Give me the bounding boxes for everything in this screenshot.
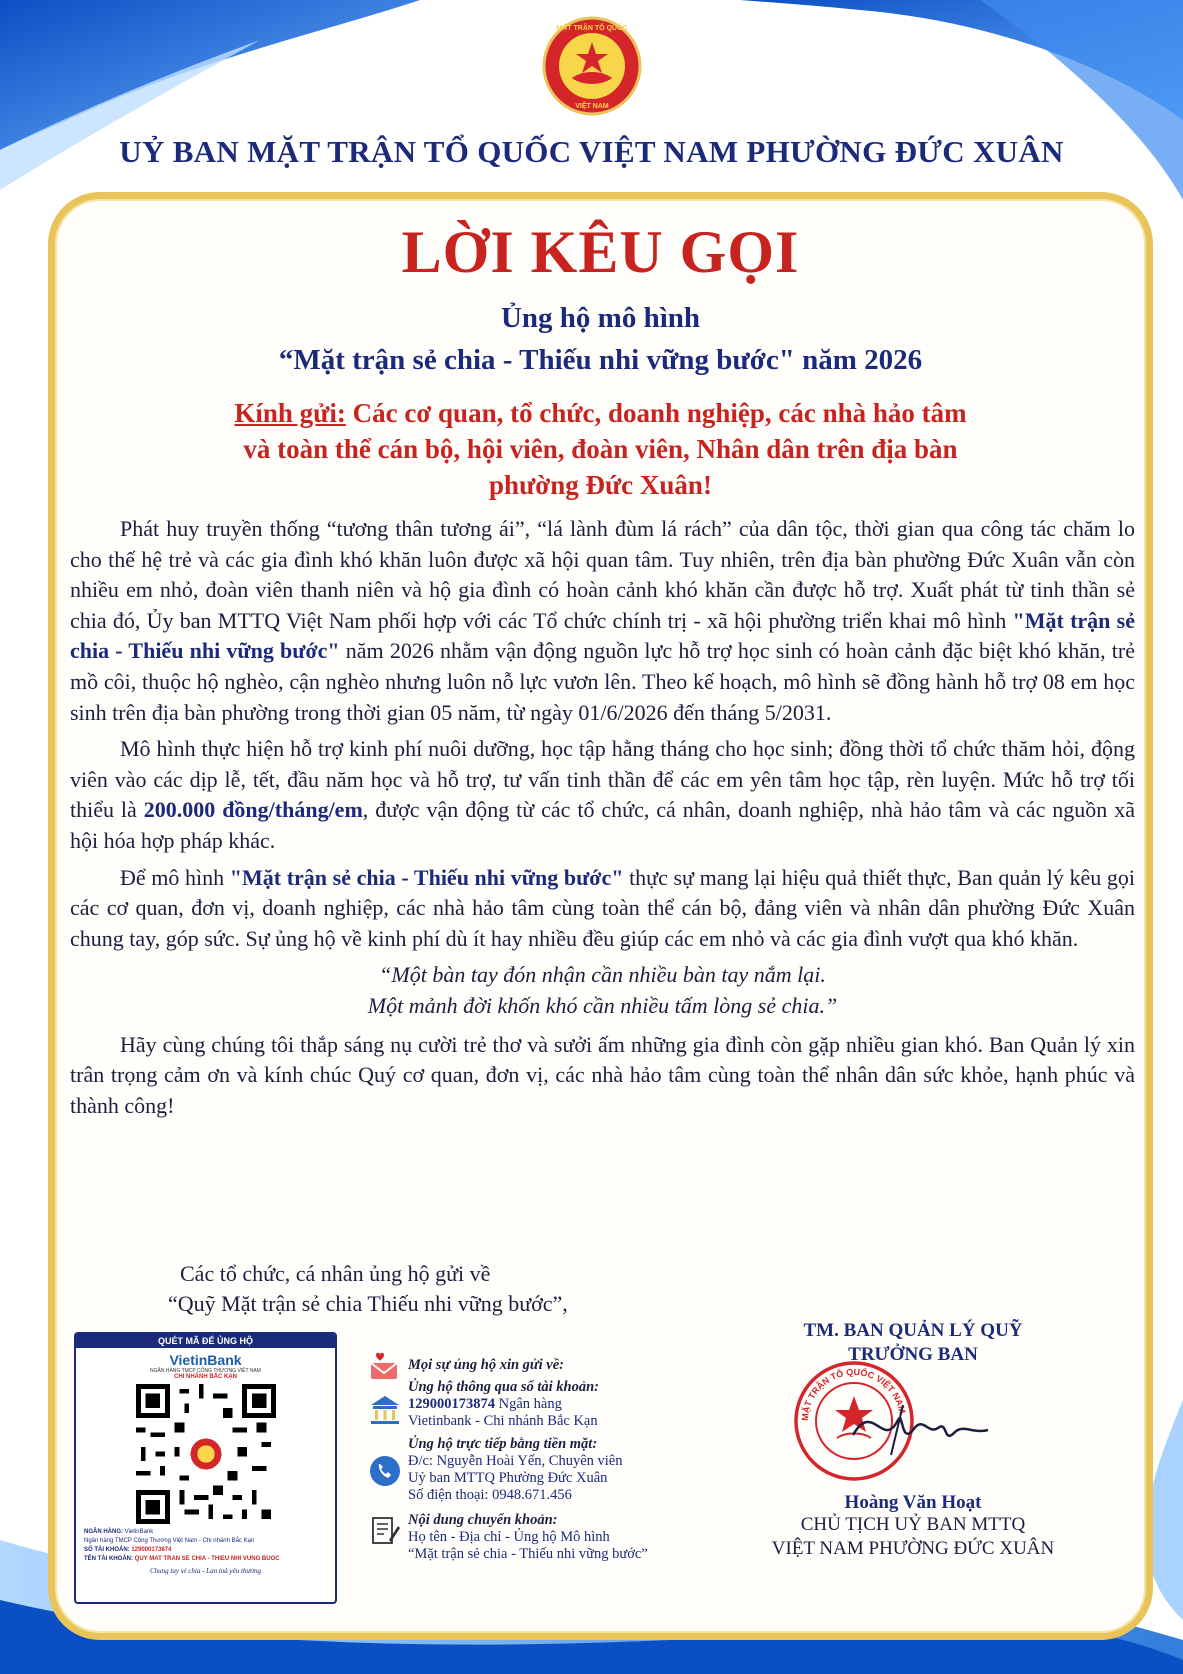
qr-bank-full: Ngân hàng TMCP Công Thương Việt Nam - Chi nhánh Bắc Kạn [84,1538,255,1544]
organization-title: UỶ BAN MẶT TRẬN TỔ QUỐC VIỆT NAM PHƯỜNG ĐỨC XUÂN [119,134,1064,169]
paragraph-1 [70,514,1135,728]
qr-donation-card [74,1332,337,1604]
greeting-line-2: và toàn thể cán bộ, hội viên, đoàn viên, Nhân dân trên địa bàn [243,434,958,464]
paragraph-4: Hãy cùng chúng tôi thắp sáng nụ cười trẻ thơ và sưởi ấm những gia đình còn gặp nhiều gian khó. Ban Quản lý xin trân trọng cảm ơn và kính chúc Quý cơ quan, đơn vị, các nhà hảo tâm cùng toàn thể nhân dân sức khỏe, hạnh phúc và thành công! [70,1031,1135,1118]
qr-name-label: TÊN TÀI KHOẢN: [84,1556,133,1562]
quote-line-1: “Một bàn tay đón nhận cần nhiều bàn tay nắm lại. [379,962,826,988]
info-heading-content: Nội dung chuyển khoản: [408,1512,558,1528]
greeting-line-3: phường Đức Xuân! [489,470,712,500]
svg-text:MẶT TRẬN TỔ QUỐC: MẶT TRẬN TỔ QUỐC [556,25,628,32]
qr-name-value: QUY MAT TRAN SE CHIA - THIEU NHI VUNG BUOC [134,1556,280,1562]
info-account-number: 129000173874 [408,1396,495,1412]
qr-account-label: SỐ TÀI KHOẢN: [84,1547,130,1553]
letter-body [70,514,1135,1127]
paragraph-2-text-a: Mô hình thực hiện hỗ trợ kinh phí nuôi dưỡng, học tập hằng tháng cho học sinh; đồng thời tổ chức thăm hỏi, động viên vào các dịp lễ, tết, đầu năm học và hỗ trợ, tư vấn tinh thần để các em yên tâm học tập, rèn luyện. Mức hỗ trợ tối thiểu là [70,736,1135,823]
qr-account-info [76,1524,335,1564]
paragraph-2-text-b: , được vận động từ các tổ chức, cá nhân, doanh nghiệp, nhà hảo tâm và các nguồn xã hội hóa hợp pháp khác. [70,797,1135,853]
info-address-2: Uỷ ban MTTQ Phường Đức Xuân [408,1470,608,1486]
paragraph-3-text-a: Để mô hình [120,864,230,890]
info-phone: Số điện thoại: 0948.671.456 [408,1487,572,1503]
greeting-label: Kính gửi: [234,398,346,428]
donation-info [368,1357,698,1563]
send-to [168,1259,568,1319]
qr-bank-label: NGÂN HÀNG: [84,1529,123,1535]
qr-slogan: Chung tay sẻ chia - Lan toả yêu thương [150,1567,261,1575]
bank-building-icon [368,1393,402,1427]
qr-card-header: QUÉT MÃ ĐỂ ỦNG HỘ [76,1334,335,1348]
send-to-line-2: “Quỹ Mặt trận sẻ chia Thiếu nhi vững bước”, [168,1291,568,1316]
paragraph-1-text-a: Phát huy truyền thống “tương thân tương ái”, “lá lành đùm lá rách” của dân tộc, thời gian qua công tác chăm lo cho thế hệ trẻ và các gia đình khó khăn luôn được xã hội quan tâm. Tuy nhiên, trên địa bàn phường Đức Xuân vẫn còn nhiều em nhỏ, đoàn viên thanh niên và hộ gia đình có hoàn cảnh khó khăn cần được hỗ trợ. Xuất phát từ tinh thần sẻ chia đó, Ủy ban MTTQ Việt Nam phối hợp với các Tổ chức chính trị - xã hội phường triển khai mô hình [70,516,1135,633]
signer-position-1: CHỦ TỊCH UỶ BAN MTTQ [800,1514,1026,1535]
paragraph-1-text-b: năm 2026 nhằm vận động nguồn lực hỗ trợ học sinh có hoàn cảnh đặc biệt khó khăn, trẻ mồ côi, thuộc hộ nghèo, cận nghèo nhưng luôn nỗ lực vươn lên. Theo kế hoạch, mô hình sẽ đồng hành hỗ trợ 08 em học sinh trên địa bàn phường trong thời gian 05 năm, từ ngày 01/6/2026 đến tháng 5/2031. [70,638,1135,725]
paragraph-3-bold: "Mặt trận sẻ chia - Thiếu nhi vững bước" [229,864,624,890]
info-account-row [368,1379,698,1430]
greeting-line-1: Các cơ quan, tổ chức, doanh nghiệp, các nhà hảo tâm [345,398,967,428]
info-bank-line: Vietinbank - Chi nhánh Bắc Kạn [408,1413,598,1429]
qr-account-value: 129000173874 [131,1547,172,1553]
info-content-2: “Mặt trận sẻ chia - Thiếu nhi vững bước” [408,1546,648,1562]
letter-title: LỜI KÊU GỌI [401,219,800,285]
qr-branch: CHI NHÁNH BẮC KẠN [174,1374,237,1380]
envelope-heart-icon [368,1349,402,1383]
greeting [108,395,1093,503]
signature-line-1: TM. BAN QUẢN LÝ QUỸ [803,1320,1023,1341]
letter-subtitle-1: Ủng hộ mô hình [500,302,701,334]
letter-subtitle-2: “Mặt trận sẻ chia - Thiếu nhi vững bước" năm 2026 [278,344,923,376]
fatherland-front-emblem-icon [542,16,642,116]
quote-line-2: Một mảnh đời khốn khó cần nhiều tấm lòng sẻ chia.” [367,992,838,1018]
document-pen-icon [368,1514,402,1548]
info-heading-cash: Ủng hộ trực tiếp bằng tiền mặt: [408,1436,598,1452]
paragraph-3 [70,863,1135,955]
paragraph-2 [70,734,1135,856]
handwritten-signature [843,1390,993,1460]
signer-position-2: VIỆT NAM PHƯỜNG ĐỨC XUÂN [771,1538,1055,1559]
vietinbank-logo: VietinBank [169,1352,242,1368]
signature-block [693,1320,1133,1559]
paragraph-2-bold: 200.000 đồng/tháng/em [143,797,363,823]
info-cash-row [368,1436,698,1504]
paragraph-3-text-b: thực sự mang lại hiệu quả thiết thực, Ban quản lý kêu gọi các cơ quan, đơn vị, doanh nghiệp, các nhà hảo tâm cùng toàn thể cán bộ, đảng viên và nhân dân phường Đức Xuân chung tay, góp sức. Sự ủng hộ về kinh phí dù ít hay nhiều đều giúp các em nhỏ và các gia đình vượt qua khó khăn. [70,864,1135,951]
paragraph-1-bold: "Mặt trận sẻ chia - Thiếu nhi vững bước" [70,607,1135,664]
signature-line-2: TRƯỞNG BAN [848,1344,978,1365]
quote [70,960,1135,1021]
qr-code-icon[interactable] [136,1384,276,1524]
svg-text:VIỆT NAM: VIỆT NAM [575,103,609,110]
qr-bank-subtitle: NGÂN HÀNG TMCP CÔNG THƯƠNG VIỆT NAM [150,1368,261,1374]
phone-icon [368,1454,402,1488]
info-content-1: Họ tên - Địa chỉ - Ủng hộ Mô hình [408,1529,610,1545]
info-heading-send: Mọi sự ủng hộ xin gửi về: [408,1357,564,1373]
send-to-line-1: Các tổ chức, cá nhân ủng hộ gửi về [180,1261,491,1286]
info-content-row [368,1512,698,1563]
qr-bank-value: VietinBank [124,1529,154,1535]
info-address-1: Đ/c: Nguyễn Hoài Yến, Chuyên viên [408,1453,623,1469]
signer-name: Hoàng Văn Hoạt [844,1492,982,1513]
info-account-suffix: Ngân hàng [495,1396,562,1412]
info-heading-account: Ủng hộ thông qua số tài khoản: [408,1379,599,1395]
seal-text: MẶT TRẬN TỔ QUỐC VIỆT NAM [799,1366,908,1422]
